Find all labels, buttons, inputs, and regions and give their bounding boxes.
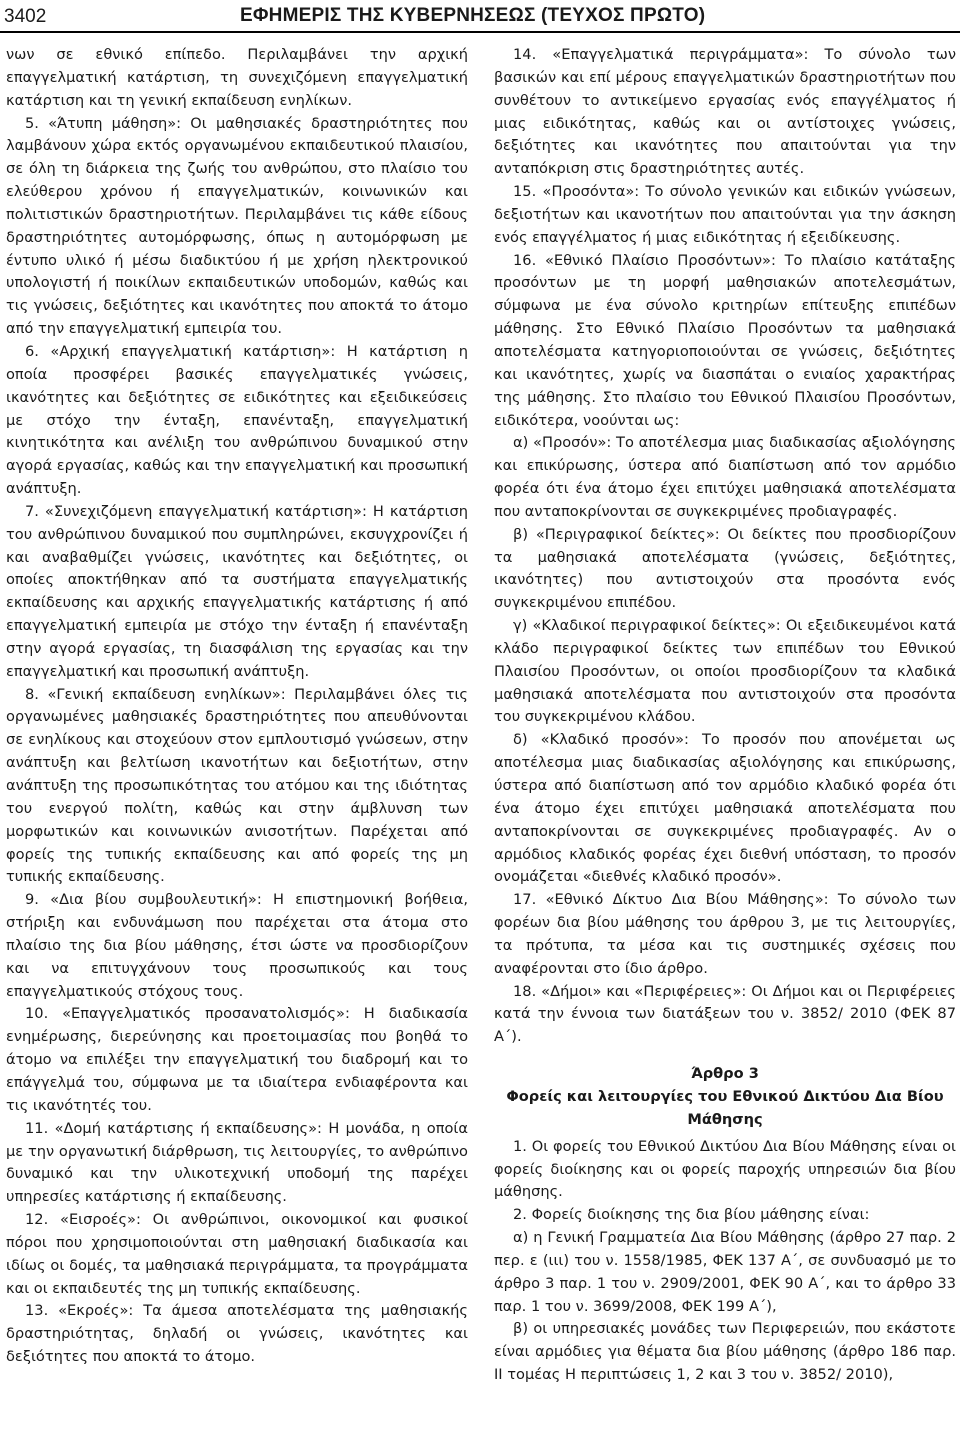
paragraph: β) «Περιγραφικοί δείκτες»: Οι δείκτες που προσδιορίζουν τα μαθησιακά αποτελέσματα (γνώσεις, δεξιότητες, ικανότητες) που αντιστοιχούν στα προσόντα ενός συγκεκριμένου επιπέδου. [494, 525, 956, 612]
paragraph: α) «Προσόν»: Το αποτέλεσμα μιας διαδικασίας αξιολόγησης και επικύρωσης, ύστερα από διαπίστωση από τον αρμόδιο φορέα ότι ένα άτομο έχει επιτύχει μαθησιακά αποτελέσματα που ανταποκρίνονται σε συγκεκριμένες προδιαγραφές. [494, 434, 956, 520]
paragraph: γ) «Κλαδικοί περιγραφικοί δείκτες»: Οι εξειδικευμένοι κατά κλάδο περιγραφικοί δείκτες των επιπέδων του Εθνικού Πλαισίου Προσόντων, οι οποίοι προσδιορίζουν τα κλαδικά μαθησιακά αποτελέσματα που αντιστοιχούν στα προσόντα του συγκεκριμένου κλάδου. [494, 617, 956, 726]
header-rule [0, 31, 960, 33]
paragraph: 17. «Εθνικό Δίκτυο Δια Βίου Μάθησης»: Το σύνολο των φορέων δια βίου μάθησης του άρθρου 3, με τις λειτουργίες, τα πρότυπα, τα μέσα και τις συστημικές σχέσεις που αναφέρονται στο ίδιο άρθρο. [494, 891, 956, 977]
paragraph: 1. Οι φορείς του Εθνικού Δικτύου Δια Βίου Μάθησης είναι οι φορείς διοίκησης και οι φορείς παροχής υπηρεσιών δια βίου μάθησης. [494, 1137, 956, 1201]
paragraph: 9. «Δια βίου συμβουλευτική»: Η επιστημονική βοήθεια, στήριξη και ενδυνάμωση που παρέχεται στα άτομα στο πλαίσιο της δια βίου μάθησης, έτσι ώστε να προσδιορίζουν και να επιτυγχάνουν τους προσωπικούς και τους επαγγελματικούς στόχους τους. [6, 891, 468, 1000]
paragraph: 18. «Δήμοι» και «Περιφέρειες»: Οι Δήμοι και οι Περιφέρειες κατά την έννοια των διατάξεων του ν. 3852/ 2010 (ΦΕΚ 87 Α΄). [494, 982, 956, 1046]
paragraph: δ) «Κλαδικό προσόν»: Το προσόν που απονέμεται ως αποτέλεσμα μιας διαδικασίας αξιολόγησης και επικύρωσης, ύστερα από διαπίστωση από τον αρμόδιο κλαδικό φορέα ότι ένα άτομο έχει επιτύχει μαθησιακά αποτελέσματα που ανταποκρίνονται σε συγκεκριμένες προδιαγραφές. Αν ο αρμόδιος κλαδικός φορέας έχει διεθνή υπόσταση, το προσόν ονομάζεται «διεθνές κλαδικό προσόν». [494, 731, 956, 886]
journal-title: ΕΦΗΜΕΡΙΣ ΤΗΣ ΚΥΒΕΡΝΗΣΕΩΣ (ΤΕΥΧΟΣ ΠΡΩΤΟ) [240, 5, 706, 26]
paragraph: νων σε εθνικό επίπεδο. Περιλαμβάνει την αρχική επαγγελματική κατάρτιση, τη συνεχιζόμενη επαγγελματική κατάρτιση και τη γενική εκπαίδευση ενηλίκων. [6, 46, 468, 109]
paragraph: 2. Φορείς διοίκησης της δια βίου μάθησης είναι: [513, 1206, 870, 1224]
paragraph: β) οι υπηρεσιακές μονάδες των Περιφερειών, που εκάστοτε είναι αρμόδιες για θέματα δια βίου μάθησης (άρθρο 186 παρ. ΙΙ τομέας Η περιπτώσεις 1, 2 και 3 του ν. 3852/ 2010), [494, 1320, 956, 1384]
left-column [6, 44, 468, 1369]
page-number: 3402 [4, 6, 47, 27]
paragraph: 13. «Εκροές»: Τα άμεσα αποτελέσματα της μαθησιακής δραστηριότητας, δηλαδή οι γνώσεις, ικανότητες και δεξιότητες που αποκτά το άτομο. [6, 1302, 468, 1366]
article-title: Φορείς και λειτουργίες του Εθνικού Δικτύου Δια Βίου Μάθησης [506, 1087, 944, 1128]
right-column [494, 44, 956, 1387]
article-number: Άρθρο 3 [691, 1065, 759, 1083]
page-header [0, 0, 960, 38]
paragraph: 6. «Αρχική επαγγελματική κατάρτιση»: Η κατάρτιση η οποία προσφέρει βασικές επαγγελματικές γνώσεις, ικανότητες και δεξιότητες σε ειδικότητες και εξειδικεύσεις με στόχο την ένταξη, επανένταξη, επαγγελματική κινητικότητα και ανέλιξη του ανθρώπινου δυναμικού στην αγορά εργασίας, καθώς και την επαγγελματική και προσωπική ανάπτυξη. [6, 342, 468, 498]
paragraph: 16. «Εθνικό Πλαίσιο Προσόντων»: Το πλαίσιο κατάταξης προσόντων με τη μορφή μαθησιακών αποτελεσμάτων, σύμφωνα με ένα σύνολο κριτηρίων επίτευξης επιπέδων μάθησης. Στο Εθνικό Πλαίσιο Προσόντων τα μαθησιακά αποτελέσματα κατηγοριοποιούνται σε γνώσεις, δεξιότητες και ικανότητες, χωρίς να διασπάται ο ενιαίος χαρακτήρας της μάθησης. Στο πλαίσιο του Εθνικού Πλαισίου Προσόντων, ειδικότερα, νοούνται ως: [494, 251, 956, 429]
paragraph: 8. «Γενική εκπαίδευση ενηλίκων»: Περιλαμβάνει όλες τις οργανωμένες μαθησιακές δραστηριότητες που απευθύνονται σε ενηλίκους και στοχεύουν στον εμπλουτισμό γνώσεων, στην ανάπτυξη και βελτίωση ικανοτήτων και δεξιοτήτων, στην ανάπτυξη της προσωπικότητας του ατόμου και της ιδιότητας του ενεργού πολίτη, καθώς και στην άμβλυνση των μορφωτικών και κοινωνικών ανισοτήτων. Παρέχεται από φορείς της τυπικής εκπαίδευσης και από φορείς της μη τυπικής εκπαίδευσης. [6, 685, 468, 886]
paragraph: 12. «Εισροές»: Οι ανθρώπινοι, οικονομικοί και φυσικοί πόροι που χρησιμοποιούνται στη μαθησιακή διαδικασία και ιδίως οι δομές, τα μαθησιακά περιγράμματα, τα προγράμματα και οι εκπαιδευτές της μη τυπικής εκπαίδευσης. [6, 1211, 468, 1297]
paragraph: α) η Γενική Γραμματεία Δια Βίου Μάθησης (άρθρο 27 παρ. 2 περ. ε (ιιι) του ν. 1558/1985, ΦΕΚ 137 Α΄, σε συνδυασμό με το άρθρο 3 παρ. 1 του ν. 2909/2001, ΦΕΚ 90 Α΄, και το άρθρο 33 παρ. 1 του ν. 3699/2008, ΦΕΚ 199 Α΄), [494, 1229, 956, 1315]
paragraph: 7. «Συνεχιζόμενη επαγγελματική κατάρτιση»: Η κατάρτιση του ανθρώπινου δυναμικού που συμπληρώνει, εκσυγχρονίζει ή και αναβαθμίζει γνώσεις, ικανότητες και δεξιότητες, οι οποίες αποκτήθηκαν από τα συστήματα επαγγελματικής εκπαίδευσης και αρχικής επαγγελματικής κατάρτισης ή από επαγγελματική εμπειρία με στόχο την ένταξη ή επανένταξη στην αγορά εργασίας, τη διασφάλιση της εργασίας και την επαγγελματική και προσωπική ανάπτυξη. [6, 502, 468, 680]
paragraph: 10. «Επαγγελματικός προσανατολισμός»: Η διαδικασία ενημέρωσης, διερεύνησης και προετοιμασίας που βοηθά το άτομο να επιλέξει την επαγγελματική του διαδρομή και το επάγγελμά του, σύμφωνα με τα ιδιαίτερα ενδιαφέροντα και τις ικανότητές του. [6, 1005, 468, 1114]
paragraph: 15. «Προσόντα»: Το σύνολο γενικών και ειδικών γνώσεων, δεξιοτήτων και ικανοτήτων που απαιτούνται για την άσκηση ενός επαγγέλματος ή μιας ειδικότητας ή εξειδίκευσης. [494, 183, 956, 246]
paragraph: 11. «Δομή κατάρτισης ή εκπαίδευσης»: Η μονάδα, η οποία με την οργανωτική διάρθρωση, τις λειτουργίες, το ανθρώπινο δυναμικό και την υλικοτεχνική υποδομή της παρέχει υπηρεσίες κατάρτισης ή εκπαίδευσης. [6, 1119, 468, 1206]
paragraph: 5. «Άτυπη μάθηση»: Οι μαθησιακές δραστηριότητες που λαμβάνουν χώρα εκτός οργανωμένου εκπαιδευτικού πλαισίου, σε όλη τη διάρκεια της ζωής του ανθρώπου, στο πλαίσιο του ελεύθερου χρόνου ή επαγγελματικών, κοινωνικών και πολιτιστικών δραστηριοτήτων. Περιλαμβάνει τις κάθε είδους δραστηριότητες αυτομόρφωσης, όπως η αυτομόρφωση με έντυπο υλικό ή μέσω διαδικτύου ή με χρήση ηλεκτρονικού υπολογιστή ή ποικίλων εκπαιδευτικών υποδομών, καθώς και τις γνώσεις, δεξιότητες και ικανότητες που αποκτά το άτομο από την επαγγελματική εμπειρία του. [6, 114, 468, 338]
paragraph: 14. «Επαγγελματικά περιγράμματα»: Το σύνολο των βασικών και επί μέρους επαγγελματικών δραστηριοτήτων που συνθέτουν το αντικείμενο εργασίας ενός επαγγέλματος ή μιας ειδικότητας, καθώς και οι αντίστοιχες γνώσεις, δεξιότητες και ικανότητες που απαιτούνται για την ανταπόκριση στις δραστηριότητες αυτές. [494, 46, 956, 178]
